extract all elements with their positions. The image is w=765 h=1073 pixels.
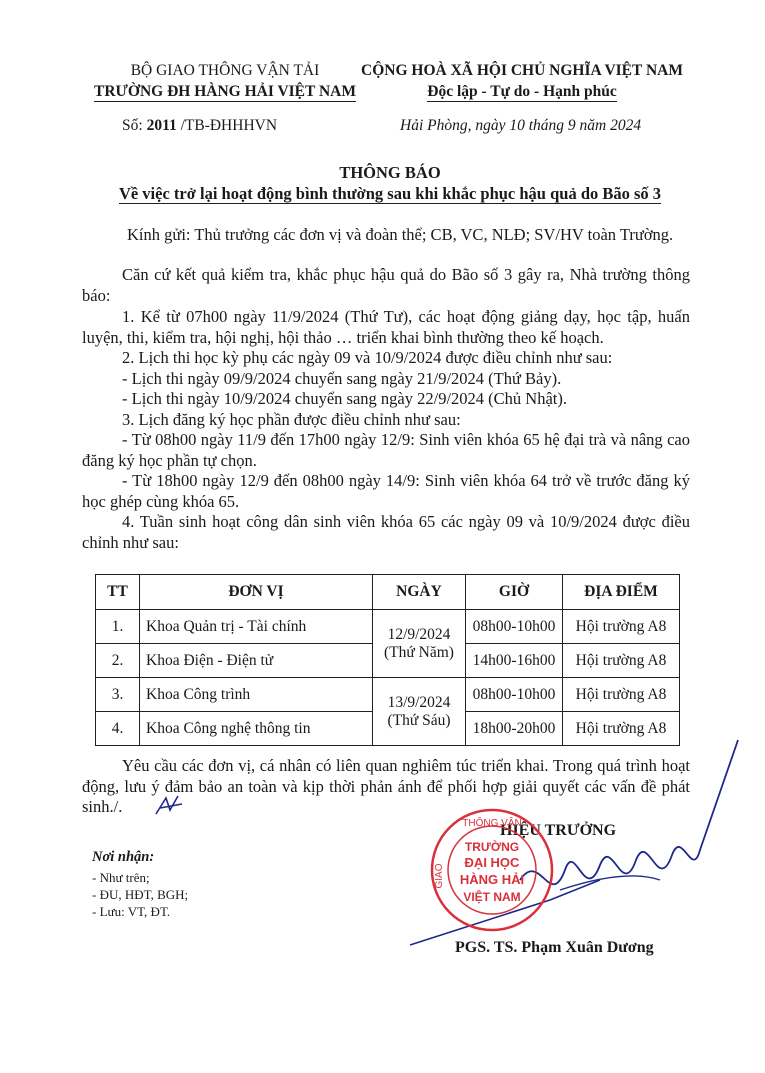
title-main: THÔNG BÁO [339,163,441,182]
school-name: TRƯỜNG ĐH HÀNG HẢI VIỆT NAM [94,83,356,100]
recipients-list [92,869,188,920]
cell-place: Hội trường A8 [563,678,680,712]
stamp-left-text: GIAO [434,863,445,889]
cell-time: 08h00-10h00 [466,678,563,712]
body-item-2a: - Lịch thi ngày 09/9/2024 chuyển sang ngày 21/9/2024 (Thứ Bảy). [122,368,562,388]
recipients-title: Nơi nhận: [92,849,155,865]
cell-unit: Khoa Công nghệ thông tin [140,712,373,746]
body-item-3: 3. Lịch đăng ký học phần được điều chỉnh như sau: [122,409,461,429]
cell-time: 18h00-20h00 [466,712,563,746]
cell-date: 12/9/2024 (Thứ Năm) [373,610,466,678]
cell-tt: 1. [96,610,140,644]
document-date: Hải Phòng, ngày 10 tháng 9 năm 2024 [400,117,642,134]
signer-title: HIỆU TRƯỞNG [500,822,617,839]
stamp-top-text: THÔNG VẬN [462,818,522,829]
cell-tt: 3. [96,678,140,712]
document-title [60,162,720,204]
col-header-date: NGÀY [373,575,466,610]
body-item-2: 2. Lịch thi học kỳ phụ các ngày 09 và 10/9/2024 được điều chỉnh như sau: [122,348,613,367]
table-header-row [96,575,680,610]
signer-name: PGS. TS. Phạm Xuân Dương [455,939,654,956]
table-row [96,610,680,644]
official-stamp [428,806,556,934]
cell-place: Hội trường A8 [563,644,680,678]
cell-place: Hội trường A8 [563,712,680,746]
svg-text:ĐẠI HỌC: ĐẠI HỌC [464,855,520,870]
body-item-3b: - Từ 18h00 ngày 12/9 đến 08h00 ngày 14/9: Sinh viên khóa 64 trở về trước đăng ký học ghép cùng khóa 65. [82,471,690,511]
cell-time: 08h00-10h00 [466,610,563,644]
notice-body [82,265,690,553]
col-header-place: ĐỊA ĐIỂM [563,575,680,610]
cell-tt: 4. [96,712,140,746]
body-item-1: 1. Kể từ 07h00 ngày 11/9/2024 (Thứ Tư), các hoạt động giảng dạy, học tập, huấn luyện, thi, kiểm tra, hội nghị, hội thảo … triển khai bình thường theo kế hoạch. [82,307,690,347]
body-intro: Căn cứ kết quả kiểm tra, khắc phục hậu quả do Bão số 3 gây ra, Nhà trường thông báo: [82,265,690,305]
nation-name: CỘNG HOÀ XÃ HỘI CHỦ NGHĨA VIỆT NAM [361,62,683,79]
col-header-unit: ĐƠN VỊ [140,575,373,610]
svg-text:VIỆT NAM: VIỆT NAM [463,890,521,904]
cell-time: 14h00-16h00 [466,644,563,678]
cell-place: Hội trường A8 [563,610,680,644]
cell-tt: 2. [96,644,140,678]
col-header-tt: TT [96,575,140,610]
national-heading [352,60,692,102]
body-item-2b: - Lịch thi ngày 10/9/2024 chuyển sang ngày 22/9/2024 (Chủ Nhật). [122,389,567,408]
svg-text:HÀNG HẢI: HÀNG HẢI [459,872,525,887]
body-item-3a: - Từ 08h00 ngày 11/9 đến 17h00 ngày 12/9: Sinh viên khóa 65 hệ đại trà và nâng cao đăng ký học phần tự chọn. [82,430,690,470]
recipient-item: - Lưu: VT, ĐT. [92,904,171,919]
table-row [96,678,680,712]
cell-date: 13/9/2024 (Thứ Sáu) [373,678,466,746]
motto: Độc lập - Tự do - Hạnh phúc [427,83,617,100]
issuer-block [80,60,370,102]
closing-paragraph: Yêu cầu các đơn vị, cá nhân có liên quan nghiêm túc triển khai. Trong quá trình hoạt động, lưu ý đảm bảo an toàn và kịp thời phản ánh để phối hợp giải quyết các vấn đề phát sinh./. [82,756,690,816]
cell-unit: Khoa Điện - Điện tử [140,644,373,678]
cell-unit: Khoa Công trình [140,678,373,712]
body-item-4: 4. Tuần sinh hoạt công dân sinh viên khóa 65 các ngày 09 và 10/9/2024 được điều chỉnh như sau: [82,512,690,552]
document-number: Số: 2011 /TB-ĐHHHVN [122,117,278,134]
cell-unit: Khoa Quản trị - Tài chính [140,610,373,644]
col-header-time: GIỜ [466,575,563,610]
recipient-item: - Như trên; [92,870,150,885]
schedule-table [95,574,680,746]
ministry-name: BỘ GIAO THÔNG VẬN TẢI [130,62,320,79]
initial-mark [152,792,186,818]
title-sub: Về việc trở lại hoạt động bình thường sau khi khắc phục hậu quả do Bão số 3 [118,184,662,203]
greeting: Kính gửi: Thủ trưởng các đơn vị và đoàn thể; CB, VC, NLĐ; SV/HV toàn Trường. [127,225,674,244]
recipient-item: - ĐU, HĐT, BGH; [92,887,189,902]
svg-text:TRƯỜNG: TRƯỜNG [464,840,520,854]
